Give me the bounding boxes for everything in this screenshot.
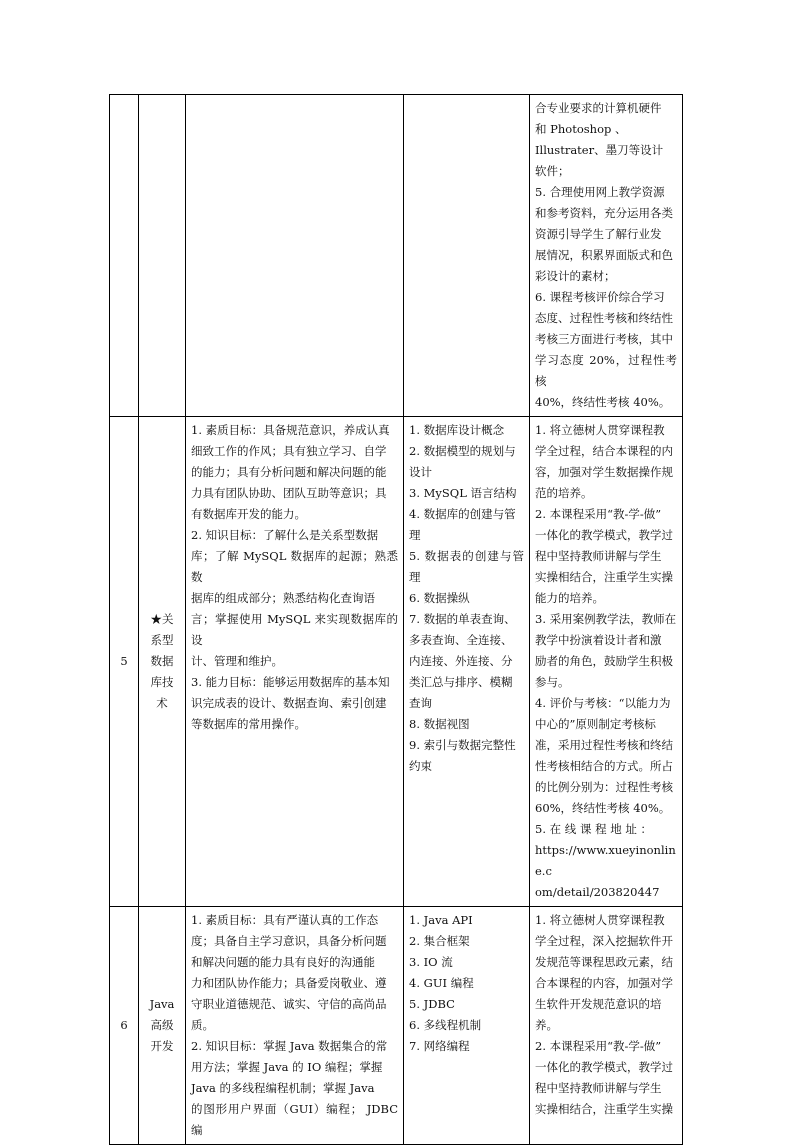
text-line: 展情况，积累界面版式和色 xyxy=(535,248,673,262)
text-line: 和 Photoshop 、 xyxy=(535,122,627,136)
text-line: 细致工作的作风；具有独立学习、自学 xyxy=(191,444,387,458)
text-line: 一体化的教学模式，教学过 xyxy=(535,528,673,542)
text-line: 1. 将立德树人贯穿课程教 xyxy=(535,423,665,437)
text-line: 内连接、外连接、分 xyxy=(409,654,513,668)
text-line: 用方法；掌握 Java 的 IO 编程；掌握 xyxy=(191,1060,383,1074)
text-line: 发规范等课程思政元素，结 xyxy=(535,955,673,969)
text-line: 数据 xyxy=(150,654,174,668)
text-line: 容，加强对学生数据操作规 xyxy=(535,465,673,479)
text-line: 准，采用过程性考核和终结 xyxy=(535,738,673,752)
text-line: 资源引导学生了解行业发 xyxy=(535,227,662,241)
text-line: 软件； xyxy=(535,164,570,178)
text-line: 40%，终结性考核 40%。 xyxy=(535,395,671,409)
text-line: 励者的角色，鼓励学生积极 xyxy=(535,654,673,668)
text-line: 1. Java API xyxy=(409,913,473,927)
text-line: 6. 课程考核评价综合学习 xyxy=(535,290,665,304)
requirements-cell xyxy=(530,417,683,907)
text-line: 度；具备自主学习意识，具备分析问题 xyxy=(191,934,387,948)
text-line: 中心的”原则制定考核标 xyxy=(535,717,656,731)
text-line: 和参考资料，充分运用各类 xyxy=(535,206,673,220)
goals-cell xyxy=(186,907,404,1145)
text-line: 一体化的教学模式，教学过 xyxy=(535,1060,673,1074)
text-line: 守职业道德规范、诚实、守信的高尚品 xyxy=(191,997,387,1011)
text-line: 据库的组成部分；熟悉结构化查询语 xyxy=(191,591,375,605)
text-line: om/detail/203820447 xyxy=(535,885,660,899)
text-line: Java 的多线程编程机制；掌握 Java xyxy=(191,1081,375,1095)
row-number: 5 xyxy=(120,654,128,668)
text-line: 彩设计的素材； xyxy=(535,269,616,283)
text-line: 5. JDBC xyxy=(409,997,455,1011)
text-line: 查询 xyxy=(409,696,432,710)
text-line: 1. 将立德树人贯穿课程教 xyxy=(535,913,665,927)
content-cell xyxy=(404,907,530,1145)
row-number: 6 xyxy=(120,1018,128,1032)
content-cell xyxy=(404,95,530,417)
text-line: 计、管理和维护。 xyxy=(191,654,283,668)
row-number-cell xyxy=(110,95,139,417)
requirements-cell xyxy=(530,95,683,417)
text-line: 2. 知识目标：了解什么是关系型数据 xyxy=(191,528,379,542)
text-line: 程中坚持教师讲解与学生 xyxy=(535,1081,662,1095)
text-line: 合专业要求的计算机硬件 xyxy=(535,101,662,115)
text-line: 实操相结合，注重学生实操 xyxy=(535,570,673,584)
text-line: 6. 数据操纵 xyxy=(409,591,470,605)
text-line: 1. 素质目标：具有严谨认真的工作态 xyxy=(191,913,379,927)
course-name-cell xyxy=(139,95,186,417)
text-line: 养。 xyxy=(535,1018,558,1032)
table-row xyxy=(110,417,683,907)
content-cell xyxy=(404,417,530,907)
text-line: 实操相结合，注重学生实操 xyxy=(535,1102,673,1116)
text-line: 3. IO 流 xyxy=(409,955,453,969)
text-line: 设计 xyxy=(409,465,432,479)
text-line: 学习态度 20%，过程性考核 xyxy=(535,353,677,388)
text-line: 7. 数据的单表查询、 xyxy=(409,612,516,626)
text-line: 学全过程，结合本课程的内 xyxy=(535,444,673,458)
text-line: 的图形用户界面（GUI）编程； JDBC 编 xyxy=(191,1102,398,1137)
text-line: 合本课程的内容，加强对学 xyxy=(535,976,673,990)
text-line: 生软件开发规范意识的培 xyxy=(535,997,662,1011)
text-line: 2. 本课程采用“教-学-做” xyxy=(535,1039,662,1053)
text-line: 2. 本课程采用“教-学-做” xyxy=(535,507,662,521)
text-line: 1. 素质目标：具备规范意识，养成认真 xyxy=(191,423,390,437)
text-line: 教学中扮演着设计者和激 xyxy=(535,633,662,647)
table-row xyxy=(110,907,683,1145)
text-line: 5. 数据表的创建与管理 xyxy=(409,549,524,584)
text-line: 6. 多线程机制 xyxy=(409,1018,482,1032)
course-table xyxy=(109,94,683,1145)
text-line: 4. GUI 编程 xyxy=(409,976,474,990)
text-line: 5. 在 线 课 程 地 址 ： xyxy=(535,822,653,836)
text-line: 2. 数据模型的规划与 xyxy=(409,444,516,458)
text-line: 类汇总与排序、模糊 xyxy=(409,675,513,689)
goals-cell xyxy=(186,417,404,907)
text-line: 力具有团队协助、团队互助等意识；具 xyxy=(191,486,387,500)
text-line: https://www.xueyinonline.c xyxy=(535,843,676,878)
text-line: 性考核相结合的方式。所占 xyxy=(535,759,673,773)
text-line: 约束 xyxy=(409,759,432,773)
text-line: 参与。 xyxy=(535,675,570,689)
text-line: 的比例分别为：过程性考核 xyxy=(535,780,673,794)
text-line: 多表查询、全连接、 xyxy=(409,633,513,647)
goals-cell xyxy=(186,95,404,417)
text-line: 3. 能力目标：能够运用数据库的基本知 xyxy=(191,675,390,689)
text-line: 考核三方面进行考核，其中 xyxy=(535,332,673,346)
text-line: Java xyxy=(149,997,175,1011)
text-line: Illustrater、墨刀等设计 xyxy=(535,143,664,157)
text-line: 力和团队协作能力；具备爱岗敬业、遵 xyxy=(191,976,387,990)
text-line: ★关 xyxy=(150,612,174,626)
row-number-cell xyxy=(110,907,139,1145)
text-line: 等数据库的常用操作。 xyxy=(191,717,306,731)
text-line: 能力的培养。 xyxy=(535,591,604,605)
text-line: 高级 xyxy=(150,1018,174,1032)
text-line: 态度、过程性考核和终结性 xyxy=(535,311,673,325)
text-line: 有数据库开发的能力。 xyxy=(191,507,306,521)
text-line: 7. 网络编程 xyxy=(409,1039,470,1053)
text-line: 术 xyxy=(156,696,168,710)
text-line: 库技 xyxy=(150,675,174,689)
text-line: 5. 合理使用网上教学资源 xyxy=(535,185,665,199)
text-line: 系型 xyxy=(150,633,174,647)
text-line: 程中坚持教师讲解与学生 xyxy=(535,549,662,563)
row-number-cell xyxy=(110,417,139,907)
course-name-cell xyxy=(139,907,186,1145)
text-line: 8. 数据视图 xyxy=(409,717,470,731)
text-line: 4. 数据库的创建与管 xyxy=(409,507,516,521)
text-line: 范的培养。 xyxy=(535,486,593,500)
text-line: 的能力；具有分析问题和解决问题的能 xyxy=(191,465,387,479)
text-line: 9. 索引与数据完整性 xyxy=(409,738,516,752)
text-line: 1. 数据库设计概念 xyxy=(409,423,505,437)
text-line: 3. MySQL 语言结构 xyxy=(409,486,517,500)
table-row xyxy=(110,95,683,417)
text-line: 4. 评价与考核：“以能力为 xyxy=(535,696,671,710)
text-line: 3. 采用案例教学法，教师在 xyxy=(535,612,677,626)
text-line: 库；了解 MySQL 数据库的起源；熟悉数 xyxy=(191,549,398,584)
text-line: 和解决问题的能力具有良好的沟通能 xyxy=(191,955,375,969)
text-line: 60%，终结性考核 40%。 xyxy=(535,801,671,815)
text-line: 开发 xyxy=(150,1039,174,1053)
requirements-cell xyxy=(530,907,683,1145)
text-line: 理 xyxy=(409,528,421,542)
course-name-cell xyxy=(139,417,186,907)
text-line: 质。 xyxy=(191,1018,214,1032)
text-line: 2. 知识目标：掌握 Java 数据集合的常 xyxy=(191,1039,388,1053)
text-line: 识完成表的设计、数据查询、索引创建 xyxy=(191,696,387,710)
text-line: 2. 集合框架 xyxy=(409,934,470,948)
text-line: 学全过程，深入挖掘软件开 xyxy=(535,934,673,948)
text-line: 言；掌握使用 MySQL 来实现数据库的设 xyxy=(191,612,398,647)
